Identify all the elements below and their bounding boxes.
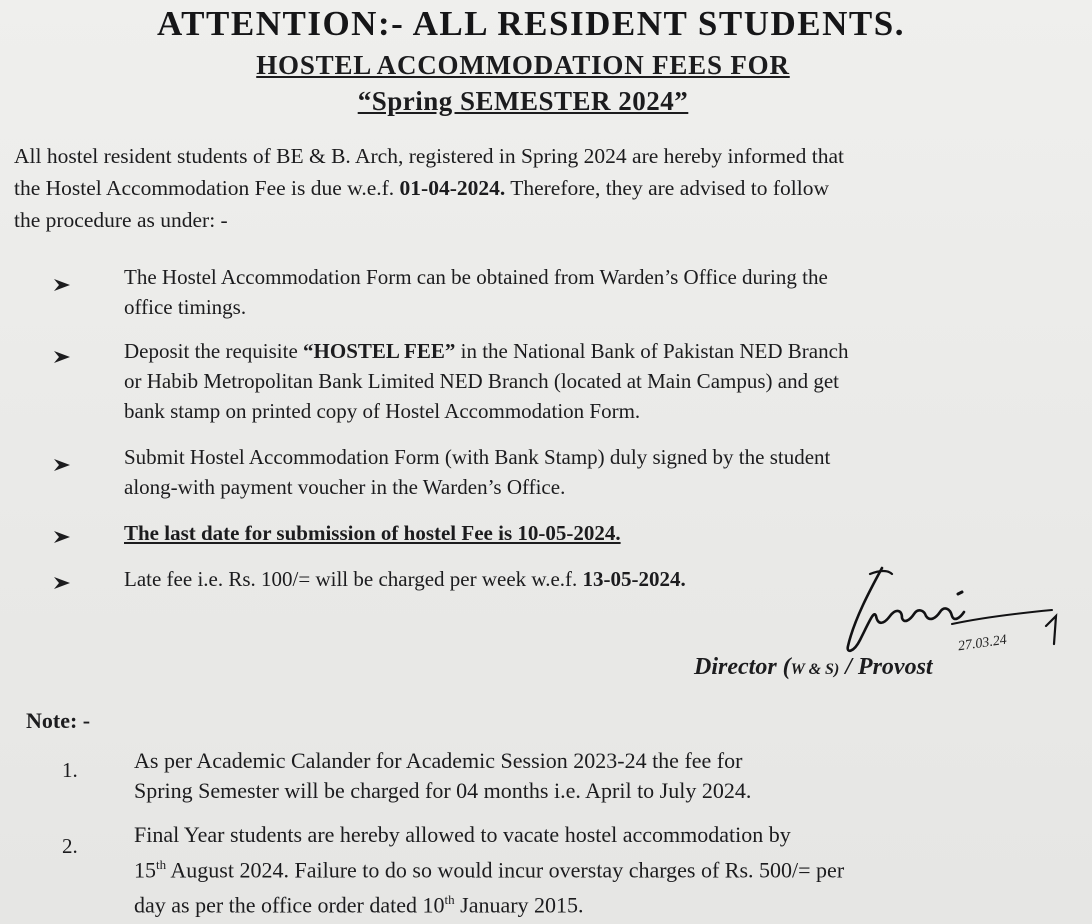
- item-text: Submit Hostel Accommodation Form (with Bank Stamp) duly signed by the student: [124, 445, 831, 469]
- director-title: [694, 654, 933, 681]
- notice-subheading: HOSTEL ACCOMMODATION FEES FOR: [256, 50, 790, 80]
- director-text: / Provost: [839, 654, 933, 680]
- ordinal-suffix: th: [444, 892, 455, 908]
- note-heading: Note: -: [26, 708, 91, 733]
- ordinal-suffix: th: [156, 857, 167, 872]
- note-text: Spring Semester will be charged for 04 months i.e. April to July 2024.: [134, 778, 752, 803]
- note-text: January 2015.: [454, 892, 584, 918]
- intro-text: Therefore, they are advised to follow: [505, 176, 830, 200]
- procedure-item-4: [124, 518, 1020, 548]
- director-text: Director (: [694, 654, 791, 680]
- signature-date: 27.03.24: [957, 632, 1008, 655]
- note-item-2: [134, 820, 1022, 921]
- last-date-notice: The last date for submission of hostel Fee is 10-05-2024.: [124, 521, 621, 545]
- item-text: in the National Bank of Pakistan NED Branch: [455, 339, 849, 363]
- notice-heading: ATTENTION:- ALL RESIDENT STUDENTS.: [157, 4, 905, 43]
- note-text: [134, 885, 1022, 920]
- item-text: or Habib Metropolitan Bank Limited NED Branch (located at Main Campus) and get: [124, 369, 839, 393]
- arrow-bullet-icon: [52, 458, 72, 472]
- note-number: 2.: [62, 834, 78, 858]
- procedure-item-1: [124, 262, 1020, 322]
- item-text: office timings.: [124, 295, 247, 319]
- note-text: As per Academic Calander for Academic Session 2023-24 the fee for: [134, 748, 743, 773]
- intro-line-1: All hostel resident students of BE & B. Arch, registered in Spring 2024 are hereby informed that: [14, 144, 844, 168]
- note-item-1: [134, 746, 1022, 806]
- intro-line-2: [14, 172, 1020, 204]
- hostel-fee-label: “HOSTEL FEE”: [303, 339, 456, 363]
- semester-heading: “Spring SEMESTER 2024”: [357, 86, 689, 116]
- note-text: 15: [134, 857, 156, 883]
- item-text: bank stamp on printed copy of Hostel Accommodation Form.: [124, 399, 641, 423]
- arrow-bullet-icon: [52, 278, 72, 292]
- item-text: Deposit the requisite: [124, 339, 304, 363]
- note-text: August 2024. Failure to do so would incur overstay charges of Rs. 500/= per: [166, 857, 845, 883]
- note-text: day as per the office order dated 10: [134, 892, 445, 918]
- intro-line-3: the procedure as under: -: [14, 208, 228, 232]
- intro-paragraph: [14, 140, 1020, 236]
- arrow-bullet-icon: [52, 350, 72, 364]
- intro-text: the Hostel Accommodation Fee is due w.e.f.: [14, 176, 400, 200]
- note-text: Final Year students are hereby allowed to vacate hostel accommodation by: [134, 822, 791, 847]
- note-number: 1.: [62, 758, 78, 782]
- late-fee-date: 13-05-2024.: [582, 567, 686, 591]
- arrow-bullet-icon: [52, 530, 72, 544]
- item-text: Late fee i.e. Rs. 100/= will be charged per week w.e.f.: [124, 567, 583, 591]
- director-department: W & S): [790, 661, 840, 678]
- note-text: [134, 850, 1022, 885]
- item-text: [124, 336, 1020, 366]
- procedure-item-2: [124, 336, 1020, 426]
- item-text: along-with payment voucher in the Warden’s Office.: [124, 475, 566, 499]
- item-text: The Hostel Accommodation Form can be obtained from Warden’s Office during the: [124, 265, 828, 289]
- procedure-item-3: [124, 442, 1020, 502]
- due-date: 01-04-2024.: [399, 176, 506, 200]
- arrow-bullet-icon: [52, 576, 72, 590]
